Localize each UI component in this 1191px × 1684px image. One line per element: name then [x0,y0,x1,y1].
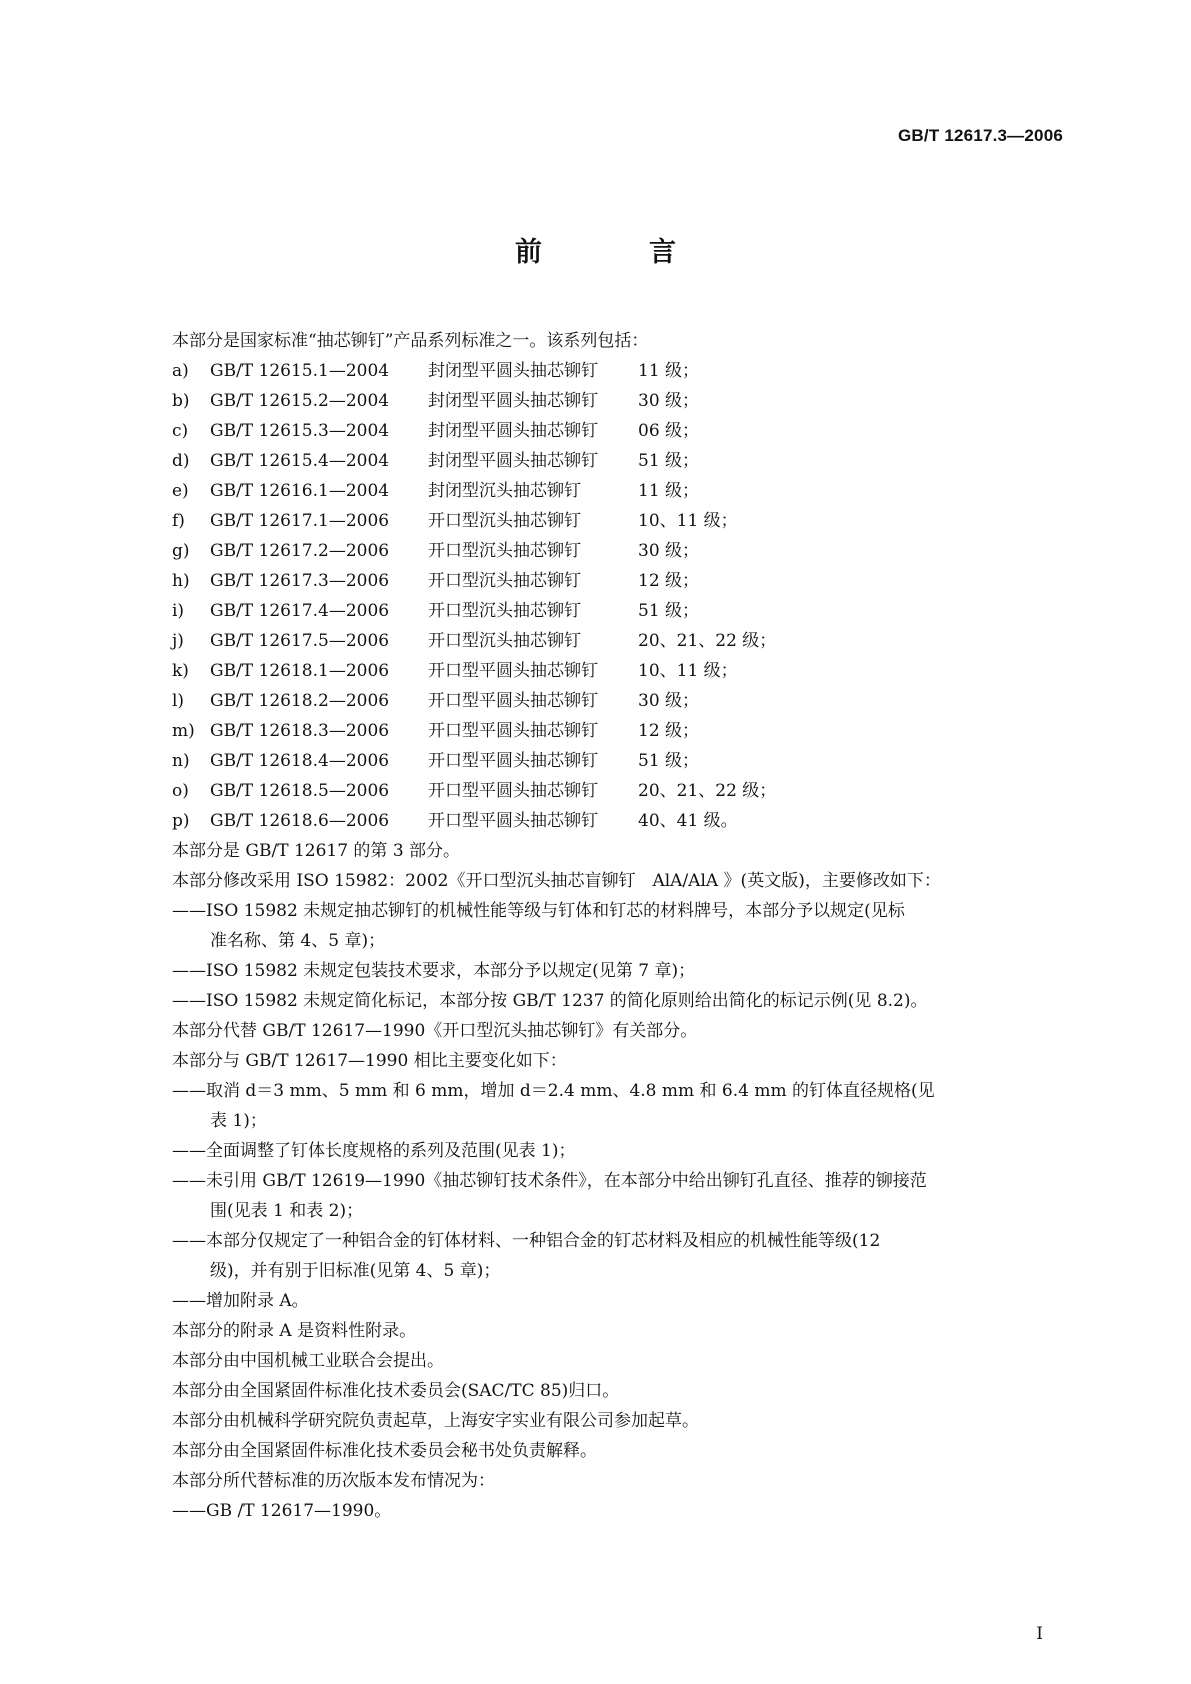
continuation-line: 围(见表 1 和表 2)； [210,1201,364,1221]
dash-list-item: ——本部分仅规定了一种铝合金的钉体材料、一种铝合金的钉芯材料及相应的机械性能等级(12 [172,1231,881,1251]
product-name: 开口型沉头抽芯铆钉 [428,541,581,561]
product-name: 开口型沉头抽芯铆钉 [428,511,581,531]
series-item [172,806,1052,836]
series-letter: n) [172,751,190,771]
grade-text: 20、21、22 级； [638,781,777,801]
series-letter: b) [172,391,190,411]
dash-list-item: ——未引用 GB/T 12619—1990《抽芯铆钉技术条件》，在本部分中给出铆钉孔直径、推荐的铆接范 [172,1171,927,1191]
grade-text: 12 级； [638,721,700,741]
dash-list-item: ——ISO 15982 未规定包装技术要求，本部分予以规定(见第 7 章)； [172,961,696,981]
dash-list-item: ——全面调整了钉体长度规格的系列及范围(见表 1)； [172,1141,576,1161]
product-name: 封闭型沉头抽芯铆钉 [428,481,581,501]
series-item [172,476,1052,506]
series-item [172,506,1052,536]
product-name: 开口型平圆头抽芯铆钉 [428,781,598,801]
dash-list-item: ——取消 d＝3 mm、5 mm 和 6 mm，增加 d＝2.4 mm、4.8 mm 和 6.4 mm 的钉体直径规格(见 [172,1081,935,1101]
standard-code: GB/T 12617.4—2006 [210,601,390,621]
series-letter: l) [172,691,185,711]
series-letter: h) [172,571,190,591]
series-item [172,416,1052,446]
series-item [172,536,1052,566]
product-name: 封闭型平圆头抽芯铆钉 [428,421,598,441]
paragraph: 本部分由全国紧固件标准化技术委员会(SAC/TC 85)归口。 [172,1381,620,1401]
product-name: 开口型平圆头抽芯铆钉 [428,751,598,771]
grade-text: 20、21、22 级； [638,631,777,651]
standard-code: GB/T 12617.1—2006 [210,511,390,531]
standard-code: GB/T 12617.5—2006 [210,631,390,651]
grade-text: 40、41 级。 [638,811,738,831]
series-item [172,596,1052,626]
standard-code: GB/T 12616.1—2004 [210,481,390,501]
grade-text: 51 级； [638,751,700,771]
product-name: 封闭型平圆头抽芯铆钉 [428,391,598,411]
grade-text: 30 级； [638,691,700,711]
series-letter: e) [172,481,189,501]
intro-paragraph: 本部分是国家标准“抽芯铆钉”产品系列标准之一。该系列包括： [172,331,649,351]
series-item [172,776,1052,806]
series-letter: f) [172,511,185,531]
grade-text: 51 级； [638,451,700,471]
grade-text: 10、11 级； [638,661,738,681]
grade-text: 06 级； [638,421,700,441]
paragraph: 本部分所代替标准的历次版本发布情况为： [172,1471,495,1491]
product-name: 开口型平圆头抽芯铆钉 [428,661,598,681]
document-body [172,326,1052,1526]
series-item [172,566,1052,596]
dash-list-item: ——ISO 15982 未规定简化标记，本部分按 GB/T 1237 的简化原则给出简化的标记示例(见 8.2)。 [172,991,928,1011]
standard-code: GB/T 12618.4—2006 [210,751,390,771]
series-item [172,446,1052,476]
standard-code: GB/T 12615.4—2004 [210,451,390,471]
series-item [172,746,1052,776]
page-number: I [1036,1624,1043,1644]
paragraph: 本部分与 GB/T 12617—1990 相比主要变化如下： [172,1051,567,1071]
series-item [172,656,1052,686]
page-title: 前 言 [515,237,716,268]
paragraph: 本部分的附录 A 是资料性附录。 [172,1321,417,1341]
series-letter: g) [172,541,190,561]
grade-text: 51 级； [638,601,700,621]
paragraph: 本部分代替 GB/T 12617—1990《开口型沉头抽芯铆钉》有关部分。 [172,1021,698,1041]
dash-list-item: ——增加附录 A。 [172,1291,309,1311]
dash-list-item: ——GB /T 12617—1990。 [172,1501,392,1521]
standard-code: GB/T 12618.5—2006 [210,781,390,801]
standard-code: GB/T 12617.3—2006 [210,571,390,591]
series-letter: d) [172,451,190,471]
paragraph: 本部分由机械科学研究院负责起草，上海安字实业有限公司参加起草。 [172,1411,699,1431]
standard-code: GB/T 12615.1—2004 [210,361,390,381]
paragraph: 本部分由中国机械工业联合会提出。 [172,1351,444,1371]
standard-code: GB/T 12618.2—2006 [210,691,390,711]
paragraph: 本部分由全国紧固件标准化技术委员会秘书处负责解释。 [172,1441,597,1461]
dash-list-item: ——ISO 15982 未规定抽芯铆钉的机械性能等级与钉体和钉芯的材料牌号，本部分予以规定(见标 [172,901,905,921]
standard-code: GB/T 12618.3—2006 [210,721,390,741]
grade-text: 12 级； [638,571,700,591]
paragraph: 本部分修改采用 ISO 15982：2002《开口型沉头抽芯盲铆钉 AlA/AlA 》(英文版)，主要修改如下： [172,871,941,891]
product-name: 开口型沉头抽芯铆钉 [428,601,581,621]
grade-text: 30 级； [638,541,700,561]
product-name: 封闭型平圆头抽芯铆钉 [428,361,598,381]
series-item [172,716,1052,746]
series-letter: o) [172,781,189,801]
series-letter: m) [172,721,195,741]
standard-code: GB/T 12615.3—2004 [210,421,390,441]
grade-text: 11 级； [638,481,700,501]
document-id: GB/T 12617.3—2006 [898,126,1063,145]
product-name: 封闭型平圆头抽芯铆钉 [428,451,598,471]
standard-code: GB/T 12617.2—2006 [210,541,390,561]
series-letter: p) [172,811,190,831]
standard-code: GB/T 12618.1—2006 [210,661,390,681]
series-item [172,386,1052,416]
continuation-line: 准名称、第 4、5 章)； [210,931,386,951]
product-name: 开口型平圆头抽芯铆钉 [428,691,598,711]
continuation-line: 级)，并有别于旧标准(见第 4、5 章)； [210,1261,501,1281]
standard-code: GB/T 12618.6—2006 [210,811,390,831]
series-letter: i) [172,601,185,621]
grade-text: 30 级； [638,391,700,411]
product-name: 开口型平圆头抽芯铆钉 [428,721,598,741]
series-item [172,356,1052,386]
paragraph-list [172,836,1052,1526]
series-item [172,626,1052,656]
product-name: 开口型平圆头抽芯铆钉 [428,811,598,831]
standard-code: GB/T 12615.2—2004 [210,391,390,411]
series-letter: c) [172,421,189,441]
series-list [172,356,1052,836]
paragraph: 本部分是 GB/T 12617 的第 3 部分。 [172,841,461,861]
product-name: 开口型沉头抽芯铆钉 [428,631,581,651]
product-name: 开口型沉头抽芯铆钉 [428,571,581,591]
series-letter: k) [172,661,189,681]
continuation-line: 表 1)； [210,1111,267,1131]
series-item [172,686,1052,716]
grade-text: 11 级； [638,361,700,381]
series-letter: j) [172,631,184,651]
series-letter: a) [172,361,189,381]
grade-text: 10、11 级； [638,511,738,531]
